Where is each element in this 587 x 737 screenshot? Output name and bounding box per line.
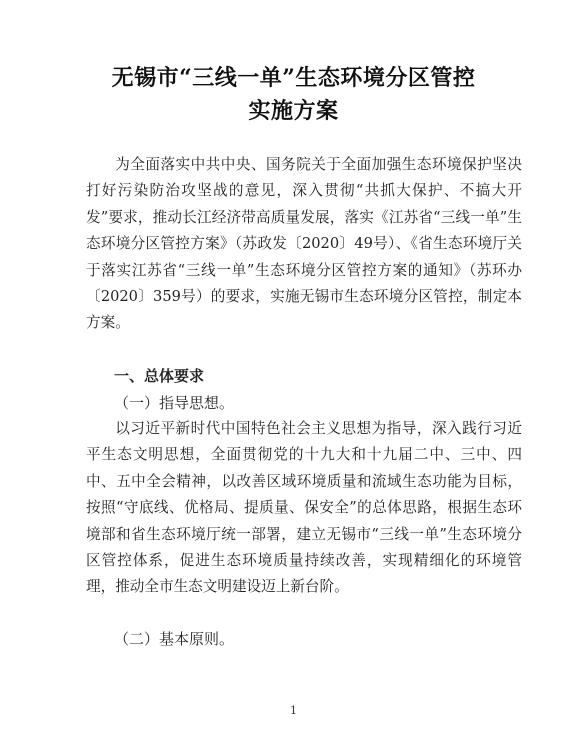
intro-paragraph: 为全面落实中共中央、国务院关于全面加强生态环境保护坚决打好污染防治攻坚战的意见，深入贯彻“共抓大保护、不搞大开发”要求，推动长江经济带高质量发展，落实《江苏省“三线一单”生态环境分区管控方案》（苏政发〔2020〕49号）、《省生态环境厅关于落实江苏省“三线一单”生态环境分区管控方案的通知》（苏环办〔2020〕359号）的要求，实施无锡市生态环境分区管控，制定本方案。 <box>86 156 522 332</box>
page-number: 1 <box>290 704 297 717</box>
section-heading-overall-requirements: 一、总体要求 <box>114 367 205 385</box>
guiding-ideology-paragraph: 以习近平新时代中国特色社会主义思想为指导，深入践行习近平生态文明思想，全面贯彻党的十九大和十九届二中、三中、四中、五中全会精神，以改善区域环境质量和流域生态功能为目标，按照“守底线、优格局、提质量、保安全”的总体思路，根据生态环境部和省生态环境厅统一部署，建立无锡市“三线一单”生态环境分区管控体系，促进生态环境质量持续改善，实现精细化的环境管理，推动全市生态文明建设迈上新台阶。 <box>86 420 522 596</box>
subsection-heading-guiding-ideology: （一）指导思想。 <box>114 394 235 412</box>
document-title-line-2: 实施方案 <box>248 98 339 124</box>
document-title-line-1: 无锡市“三线一单”生态环境分区管控 <box>111 65 476 91</box>
subsection-heading-basic-principles: （二）基本原则。 <box>114 630 235 648</box>
